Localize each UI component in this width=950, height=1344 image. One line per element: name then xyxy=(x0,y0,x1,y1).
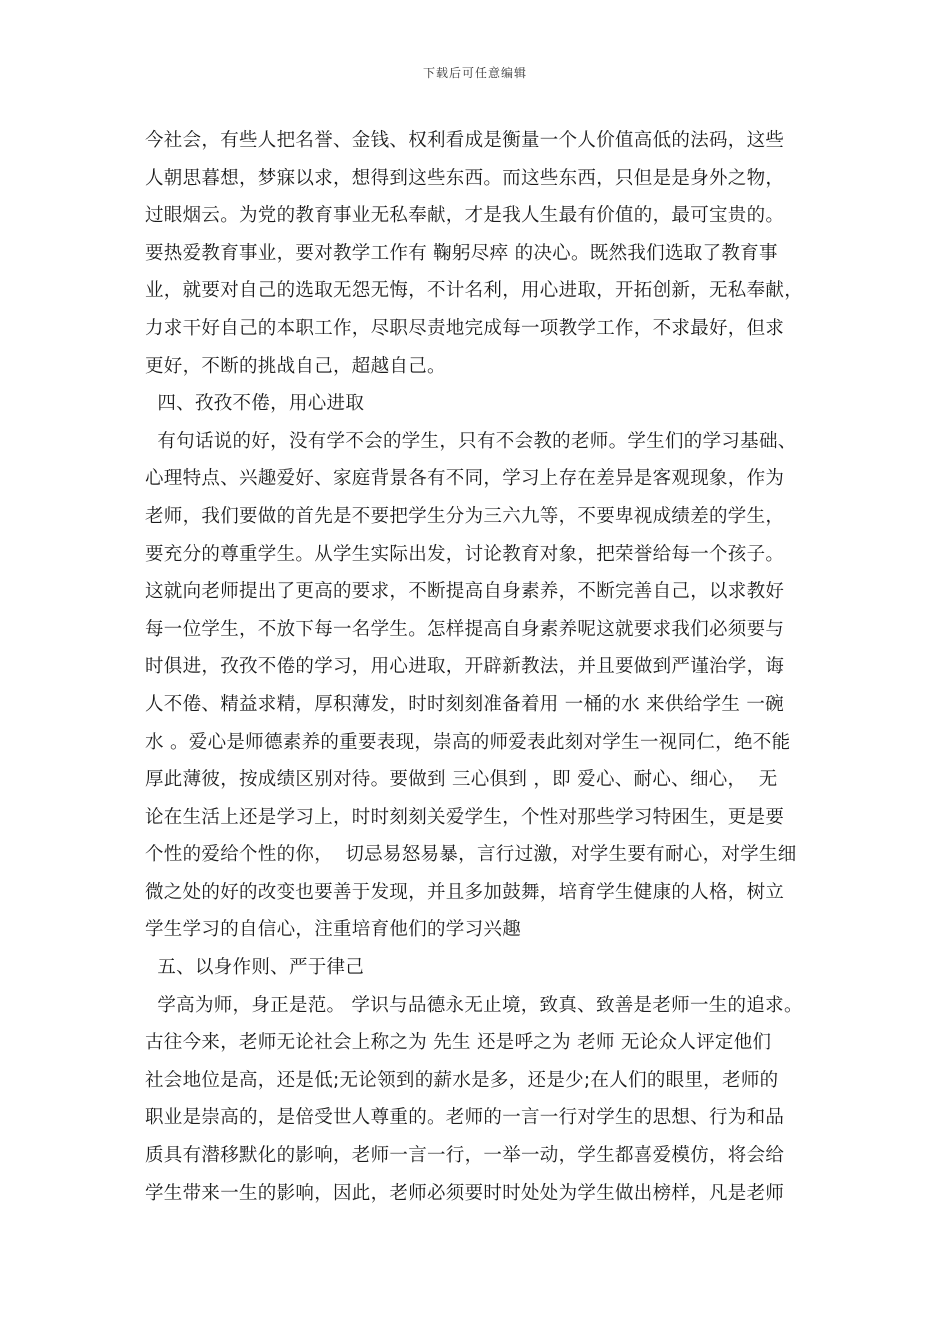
text-line: 学生学习的自信心，注重培育他们的学习兴趣 xyxy=(145,919,522,941)
text-line: 要热爱教育事业，要对教学工作有 鞠躬尽瘁 的决心。既然我们选取了教育事 xyxy=(145,242,778,264)
text-line: 人不倦、精益求精，厚积薄发，时时刻刻准备着用 一桶的水 来供给学生 一碗 xyxy=(145,693,784,715)
text-line: 人朝思暮想，梦寐以求，想得到这些东西。而这些东西，只但是是身外之物， xyxy=(145,167,785,189)
text-line: 这就向老师提出了更高的要求，不断提高自身素养，不断完善自己，以求教好 xyxy=(145,581,785,603)
text-line: 个性的爱给个性的你， 切忌易怒易暴，言行过激，对学生要有耐心，对学生细 xyxy=(145,844,797,866)
text-line: 力求干好自己的本职工作，尽职尽责地完成每一项教学工作，不求最好，但求 xyxy=(145,317,785,339)
text-line: 有句话说的好，没有学不会的学生，只有不会教的老师。学生们的学习基础、 xyxy=(145,430,797,452)
section-heading: 五、以身作则、严于律己 xyxy=(145,957,365,979)
text-line: 每一位学生，不放下每一名学生。怎样提高自身素养呢这就要求我们必须要与 xyxy=(145,618,785,640)
text-line: 社会地位是高，还是低;无论领到的薪水是多，还是少;在人们的眼里，老师的 xyxy=(145,1069,779,1091)
text-line: 要充分的尊重学生。从学生实际出发，讨论教育对象，把荣誉给每一个孩子。 xyxy=(145,543,785,565)
text-line: 时俱进，孜孜不倦的学习，用心进取，开辟新教法，并且要做到严谨治学，诲 xyxy=(145,656,785,678)
text-line: 心理特点、兴趣爱好、家庭背景各有不同，学习上存在差异是客观现象，作为 xyxy=(145,468,785,490)
text-line: 学高为师，身正是范。 学识与品德永无止境，致真、致善是老师一生的追求。 xyxy=(145,994,803,1016)
text-line: 质具有潜移默化的影响，老师一言一行，一举一动，学生都喜爱模仿，将会给 xyxy=(145,1145,785,1167)
text-line: 职业是崇高的，是倍受世人尊重的。老师的一言一行对学生的思想、行为和品 xyxy=(145,1107,785,1129)
document-body xyxy=(145,122,825,1212)
text-line: 过眼烟云。为党的教育事业无私奉献，才是我人生最有价值的，最可宝贵的。 xyxy=(145,205,785,227)
text-line: 厚此薄彼，按成绩区别对待。要做到 三心俱到 ，即 爱心、耐心、细心， 无 xyxy=(145,769,778,791)
text-line: 业，就要对自己的选取无怨无悔，不计名利，用心进取，开拓创新，无私奉献， xyxy=(145,280,804,302)
text-line: 论在生活上还是学习上，时时刻刻关爱学生，个性对那些学习特困生，更是要 xyxy=(145,806,785,828)
text-line: 今社会，有些人把名誉、金钱、权利看成是衡量一个人价值高低的法码，这些 xyxy=(145,130,785,151)
text-line: 微之处的好的改变也要善于发现，并且多加鼓舞，培育学生健康的人格，树立 xyxy=(145,881,785,903)
text-line: 老师，我们要做的首先是不要把学生分为三六九等，不要卑视成绩差的学生， xyxy=(145,505,785,527)
text-line: 更好，不断的挑战自己，超越自己。 xyxy=(145,355,446,377)
text-line: 学生带来一生的影响，因此，老师必须要时时处处为学生做出榜样，凡是老师 xyxy=(145,1182,785,1204)
text-line: 古往今来，老师无论社会上称之为 先生 还是呼之为 老师 无论众人评定他们 xyxy=(145,1032,772,1054)
page-header: 下载后可任意编辑 xyxy=(422,66,527,80)
text-line: 水 。爱心是师德素养的重要表现，崇高的师爱表此刻对学生一视同仁，绝不能 xyxy=(145,731,791,753)
section-heading: 四、孜孜不倦，用心进取 xyxy=(145,393,365,415)
